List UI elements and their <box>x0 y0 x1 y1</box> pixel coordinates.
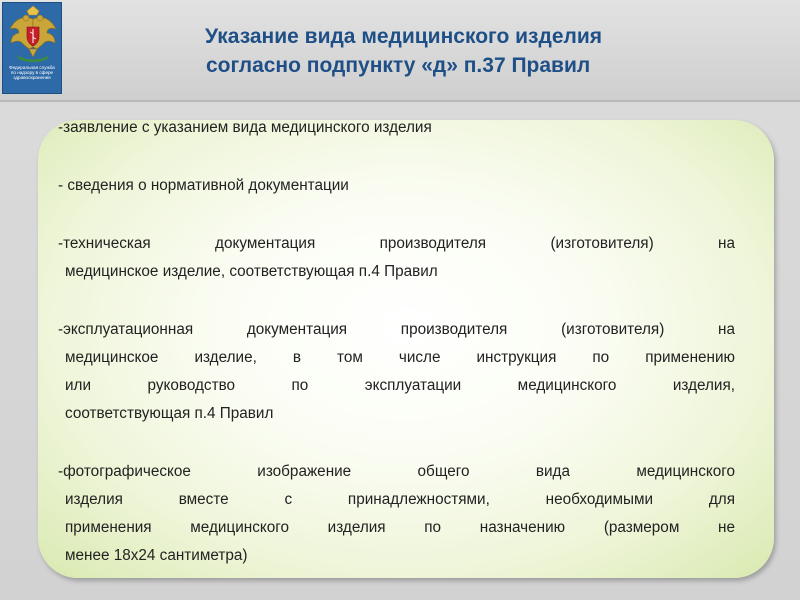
logo-caption <box>4 65 60 81</box>
agency-logo <box>2 2 62 94</box>
list-item-line: медицинское изделие, соответствующая п.4 Правил <box>65 263 438 280</box>
requirements-list <box>58 114 735 570</box>
header-divider <box>0 100 800 102</box>
slide-title <box>205 22 685 80</box>
list-item-line: медицинское изделие, в том числе инструкция по применению <box>65 349 735 366</box>
title-line-1: Указание вида медицинского изделия <box>205 25 603 48</box>
title-line-2: согласно подпункту «д» п.37 Правил <box>206 54 591 77</box>
list-item <box>58 316 735 428</box>
logo-caption-line: Федеральная служба <box>9 65 55 70</box>
list-item-line: или руководство по эксплуатации медицинского изделия, <box>65 377 735 394</box>
list-item-line: -фотографическое изображение общего вида медицинского <box>58 463 735 480</box>
list-item-line: -эксплуатационная документация производителя (изготовителя) на <box>58 321 735 338</box>
list-item-line: -заявление с указанием вида медицинского изделия <box>58 119 432 136</box>
list-item-line: - сведения о нормативной документации <box>58 177 349 194</box>
logo-caption-line: по надзору в сфере <box>10 70 54 76</box>
logo-caption-line: здравоохранения <box>13 75 51 81</box>
list-item <box>58 172 735 200</box>
list-item-line: -техническая документация производителя (изготовителя) на <box>58 235 735 252</box>
list-item <box>58 458 735 570</box>
list-item-line: применения медицинского изделия по назначению (размером не <box>65 519 735 536</box>
double-headed-eagle-icon <box>7 5 59 63</box>
list-item <box>58 230 735 286</box>
list-item-line: изделия вместе с принадлежностями, необходимыми для <box>65 491 735 508</box>
list-item-line: менее 18х24 сантиметра) <box>65 547 248 564</box>
list-item <box>58 114 735 142</box>
list-item-line: соответствующая п.4 Правил <box>65 405 274 422</box>
